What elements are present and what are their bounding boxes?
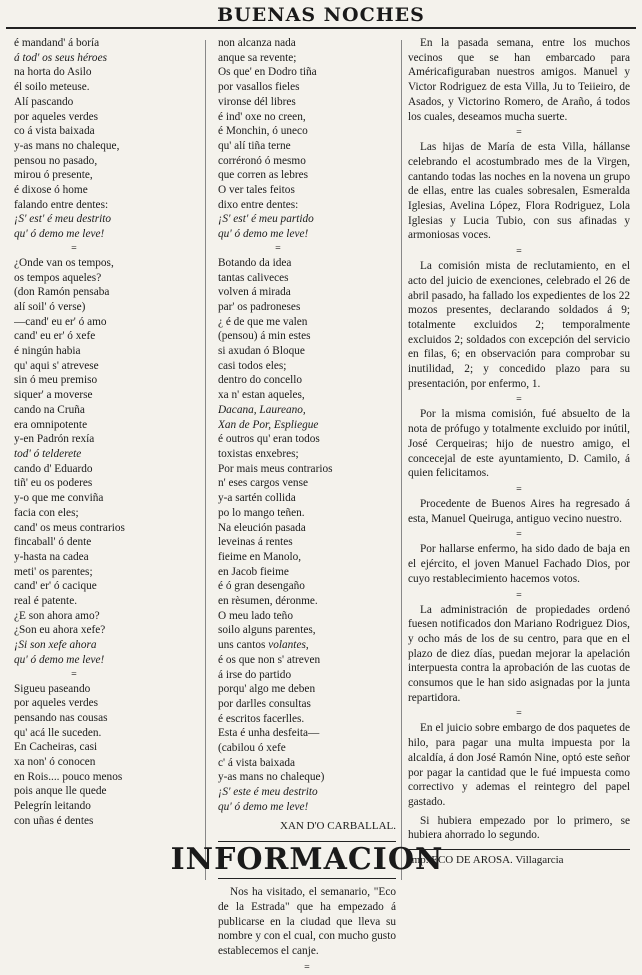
poem-line: cand' er' ó cacique [14,580,97,593]
poem-line: siquer' a moverse [14,389,93,402]
poem-line: Na eleución pasada [218,521,306,534]
italic-word: volantes [268,639,306,652]
news-paragraph: Las hijas de María de esta Villa, hállanse celebrando el acostumbrado mes de la Virgen, cantando todas las noches en la novena un grupo de ellas, entre las cuales sobresalen, Esmeralda Iglesias, Avelina López, Flora Rodriguez, Lola Iglesias y Lucia Tubio, con sus afinadas y armoniosas voces. [408,141,630,242]
poem-line: y-en Padrón rexía [14,433,95,446]
separator: = [516,127,522,139]
poem-line: fieime en Manolo, [218,550,302,563]
news-paragraph: En el juicio sobre embargo de dos paquetes de hilo, para pagar una multa impuesta por la alcaldía, á don José Ramón Nine, optó este señor por pagar la cantidad que le fué impuesta como correctivo y ademas el reintegro del papel gastado. [408,722,630,808]
poem-line: á irse do partido [218,668,292,681]
poem-line: na horta do Asilo [14,66,92,79]
poem-line: ¡S' este é meu destrito [218,786,318,799]
poem-line: tiñ' eu os poderes [14,477,93,490]
separator: = [516,483,522,495]
poem-line: por vasallos fieles [218,81,300,94]
masthead [0,4,642,30]
poem-line: qu' aqui s' atrevese [14,359,99,372]
poem-line: pensando nas cousas [14,711,108,724]
poem-line: volven á mirada [218,286,291,299]
info-text: Nos ha visitado, el semanario, "Eco de la Estrada" que ha empezado á publicarse en la ciudad que lleva su nombre y con el cual, con mucho gusto establecemos el canje. [218,886,396,958]
poem-line: sin ó meu premiso [14,374,98,387]
poem-line: é ó gran desengaño [218,580,305,593]
info-paragraph [218,885,396,959]
poem-line: Dacana, Laureano, [218,403,306,416]
news-paragraph: La comisión mista de reclutamiento, en el acto del juicio de exenciones, celebrado el 26 de abril pasado, ha fallado los expedientes de los 22 mozos presentes, declarando soldados á 9; totalmente excluidos 2; temporalmente excluidos 2; soldados con excepción del servicio en filas, 6; en observación para comprobar su inutilidad, 2; y concedido plazo para su presentación, por enfermo, 1. [408,260,630,390]
poem-line: ¡S' est' é meu destrito [14,213,112,226]
poem-line: falando entre dentes: [14,198,109,211]
news-paragraph: Procedente de Buenos Aires ha regresado á esta, Manuel Queiruga, antiguo vecino nuestro. [408,497,630,525]
poem-line: é os que non s' atreven [218,653,321,666]
poem-line: en Jacob fieime [218,565,289,578]
poem-line: En Cacheiras, casi [14,741,98,754]
news-paragraph: Por la misma comisión, fué absuelto de la nota de prófugo y totalmente excluido por inútil, José Cerqueiras; hijo de nuestro amigo, el concecejal de este ayuntamiento, D. Camilo, á quien felicitamos. [408,408,630,480]
poem-line: xa non' ó conocen [14,756,96,769]
poem-signature: XAN D'O CARBALLAL. [280,819,396,832]
poem-line: Sigueu paseando [14,682,91,695]
information-banner: INFORMACION [218,841,396,879]
poem-line: fincaball' ó dente [14,536,92,549]
poem-line: anque sa revente; [218,51,297,64]
poem-line: ¿Son eu ahora xefe? [14,624,106,637]
column-divider [205,40,206,880]
poem-line: cando na Cruña [14,403,85,416]
poem-line: dentro do concello [218,374,303,387]
poem-line: con uñas é dentes [14,814,94,827]
poem-line: por darlles consultas [218,697,311,710]
poem-line: era omnipotente [14,418,88,431]
poem-line: n' eses cargos vense [218,477,308,490]
poem-line: c' á vista baixada [218,756,295,769]
poem-line: Esta é unha desfeita— [218,727,320,740]
poem-line: qu' ó demo me leve! [14,653,105,666]
poem-line: meti' os parentes; [14,565,93,578]
poem-line: Alí pascando [14,95,74,108]
poem-line: cando d' Eduardo [14,462,93,475]
poem-column-2 [170,36,444,975]
masthead-rule [6,27,636,29]
news-paragraph: En la pasada semana, entre los muchos vecinos que se han embarcado para Américafiguraban nuestros amigos. Manuel y Victor Rodriguez de esta Villa, Ju to Teiieiro, de Asados, y Victorino Romero, de Araño, á todos los cuales, deseamos mucha suerte. [408,37,630,123]
poem-line: par' os padroneses [218,300,301,313]
poem-line: é ind' oxe no creen, [218,110,306,123]
poem-line: en rèsumen, déronme. [218,595,318,608]
poem-line: O ver tales feitos [218,184,295,197]
poem-line: real é patente. [14,595,78,608]
poem-line: cand' os meus contrarios [14,521,125,534]
news-paragraph: Si hubiera empezado por lo primero, se hubiera ahorrado lo segundo. [408,814,630,842]
poem-line: qu' ó demo me leve! [218,228,309,241]
poem-line: qu' alí tiña terne [218,139,291,152]
poem-line: Botando da idea [218,256,292,269]
poem-line: ¿Onde van os tempos, [14,256,114,269]
poem-line: é mandand' á boría [14,37,100,49]
separator: = [516,708,522,720]
separator: = [71,668,77,680]
poem-line: é outros qu' eran todos [218,433,320,446]
poem-line: O meu lado teño [218,609,293,622]
poem-line: á tod' os seus héroes [14,51,107,64]
poem-line: (pensou) á min estes [218,330,311,343]
separator: = [516,589,522,601]
poem-line: é ningún habia [14,345,81,358]
poem-line: leveinas á rentes [218,536,293,549]
poem-line: tod' ó telderete [14,447,82,460]
poem-line: é Monchin, ó uneco [218,125,308,138]
poem-line: co á vista baixada [14,125,95,138]
poem-line: él soilo meteuse. [14,81,90,94]
news-paragraph: La administración de propiedades ordenó fuesen notificados don Mariano Rodriguez Dios, y ocho más de los de su centro, para que en el plazo de diez días, puedan mejorar la apelación interpuesta contra la aprobación de las cuotas de consumos que le han sido asignadas por la junta repartidora. [408,603,630,704]
poem-line: y-o que me conviña [14,492,104,505]
poem-line: ¿ é de que me valen [218,315,308,328]
poem-line: alí soil' ó verse) [14,300,86,313]
separator: = [275,242,281,254]
poem-line: —cand' eu er' ó amo [14,315,107,328]
poem-line: (cabilou ó xefe [218,742,286,755]
poem-line: qu' ó demo me leve! [218,800,309,813]
poem-line: y-hasta na cadea [14,550,89,563]
poem-line: si axudan ó Bloque [218,345,305,358]
poem-line: Xan de Por, Espliegue [218,418,319,431]
separator: = [516,394,522,406]
poem-line: vironse dél libres [218,95,296,108]
poem-line: Os que' en Dodro tiña [218,66,317,79]
poem-line: mirou ó presente, [14,169,93,182]
column-divider [401,40,402,880]
poem-line: tantas caliveces [218,271,289,284]
poem-line: por aqueles verdes [14,697,99,710]
page-title: BUENAS NOCHES [217,4,425,26]
poem-line: non alcanza nada [218,37,296,49]
poem-line: y-as mans no chaleque, [14,139,120,152]
poem-line: Por mais meus contrarios [218,462,333,475]
separator: = [304,961,310,973]
poem-line: os tempos aqueles? [14,271,102,284]
poem-line: ¡Si son xefe ahora [14,639,97,652]
poem-line: ¿E son ahora amo? [14,609,100,622]
poem-line: xa n' estan aqueles, [218,389,305,402]
separator: = [71,242,77,254]
poem-line: po lo mango teñen. [218,506,305,519]
poem-line: porqu' algo me deben [218,683,316,696]
poem-line: pois anque lle quede [14,785,107,798]
poem-column-1 [14,36,194,829]
poem-line: toxistas enxebres; [218,447,299,460]
poem-line: por aqueles verdes [14,110,99,123]
poem-lines [218,36,396,815]
poem-line: y-a sartén collida [218,492,296,505]
poem-line: pensou no pasado, [14,154,98,167]
poem-line: cand' eu er' ó xefe [14,330,96,343]
news-column [408,36,630,868]
imprint: Imp. ECO DE AROSA. Villagarcia [408,849,630,868]
poem-line: y-as mans no chaleque) [218,771,325,784]
poem-line: facia con eles; [14,506,79,519]
poem-line: é escritos facerlles. [218,712,305,725]
poem-line: soilo alguns parentes, [218,624,316,637]
poem-line: ¡S' est' é meu partido [218,213,314,226]
separator: = [516,529,522,541]
separator: = [516,246,522,258]
poem-line: casi todos eles; [218,359,287,372]
poem-line: que corren as lebres [218,169,309,182]
poem-line: (don Ramón pensaba [14,286,110,299]
poem-line: uns cantos volantes, [218,639,309,652]
news-items [408,36,630,843]
poem-line: é dixose ó home [14,184,88,197]
poem-line: corréronó ó mesmo [218,154,306,167]
poem-line: Pelegrín leitando [14,800,91,813]
poem-line: qu' ó demo me leve! [14,228,105,241]
news-paragraph: Por hallarse enfermo, ha sido dado de baja en el ejército, el joven Manuel Fachado Dios, por cuyo restablecimiento hacemos votos. [408,543,630,585]
poem-line: qu' acá lle suceden. [14,726,102,739]
poem-line: dixo entre dentes: [218,198,299,211]
poem-line: en Rois.... pouco menos [14,770,123,783]
